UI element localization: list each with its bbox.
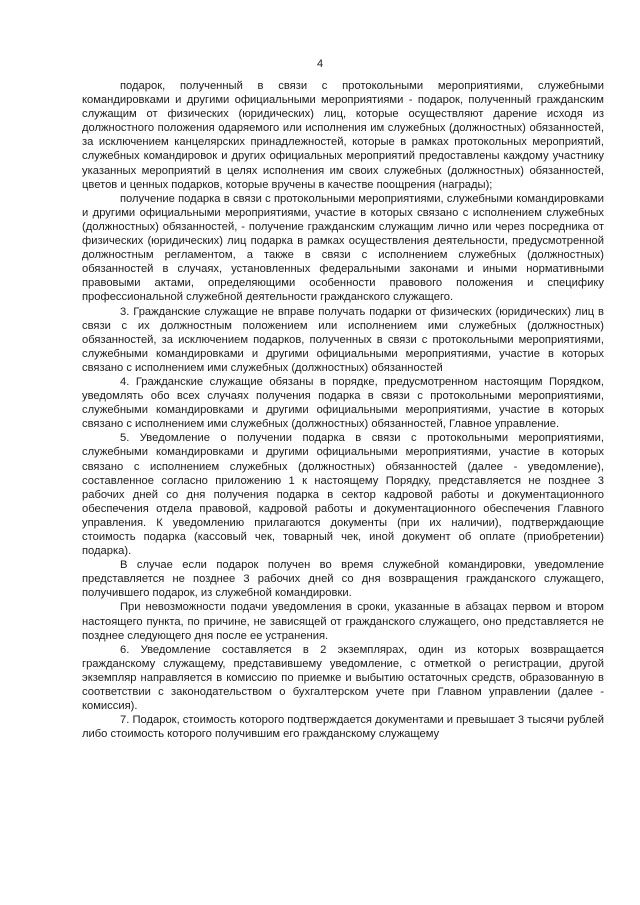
paragraph-item-5-business-trip: В случае если подарок получен во время служебной командировки, уведомление представляется не позднее 3 рабочих дней со дня возвращения гражданского служащего, получившего подарок, из служебной командировки. bbox=[82, 559, 604, 600]
paragraph-item-6: 6. Уведомление составляется в 2 экземплярах, один из которых возвращается гражданскому служащему, представившему уведомление, с отметкой о регистрации, другой экземпляр направляется в комиссию по приемке и выбытию остаточных средств, образованную в соответствии с законодательством о бухгалтерском учете при Главном управлении (далее - комиссия). bbox=[82, 643, 604, 713]
page-number: 4 bbox=[316, 58, 324, 70]
document-body bbox=[82, 79, 604, 741]
paragraph-item-3: 3. Гражданские служащие не вправе получать подарки от физических (юридических) лиц в связи с их должностным положением или исполнением ими служебных (должностных) обязанностей, за исключением подарков, полученных в связи с протокольными мероприятиями, служебными командировками и другими официальными мероприятиями, участие в которых связано с исполнением ими служебных (должностных) обязанностей bbox=[82, 305, 604, 374]
paragraph-item-4: 4. Гражданские служащие обязаны в порядке, предусмотренном настоящим Порядком, уведомлять обо всех случаях получения подарка в связи с протокольными мероприятиями, служебными командировками и другими официальными мероприятиями, участие в которых связано с исполнением ими служебных (должностных) обязанностей, Главное управление. bbox=[82, 375, 604, 431]
paragraph-item-5: 5. Уведомление о получении подарка в связи с протокольными мероприятиями, служебными командировками и другими официальными мероприятиями, участие в которых связано с исполнением служебных (должностных) обязанностей (далее - уведомление), составленное согласно приложению 1 к настоящему Порядку, представляется не позднее 3 рабочих дней со дня получения подарка в сектор кадровой работы и документационного обеспечения отдела правовой, кадровой работы и документационного обеспечения Главного управления. К уведомлению прилагаются документы (при их наличии), подтверждающие стоимость подарка (кассовый чек, товарный чек, иной документ об оплате (приобретении) подарка). bbox=[82, 432, 604, 558]
paragraph-gift-receipt-definition: получение подарка в связи с протокольными мероприятиями, служебными командировками и другими официальными мероприятиями, участие в которых связано с исполнением служебных (должностных) обязанностей, - получение гражданским служащим лично или через посредника от физических (юридических) лиц подарка в рамках осуществления деятельности, предусмотренной должностным регламентом, а также в связи с исполнением служебных (должностных) обязанностей в случаях, установленных федеральными законами и иными нормативными правовыми актами, определяющими особенности правового положения и специфику профессиональной служебной деятельности гражданского служащего. bbox=[82, 192, 604, 304]
paragraph-item-5-impossibility: При невозможности подачи уведомления в сроки, указанные в абзацах первом и втором настоящего пункта, по причине, не зависящей от гражданского служащего, оно представляется не позднее следующего дня после ее устранения. bbox=[82, 601, 604, 642]
paragraph-gift-definition: подарок, полученный в связи с протокольными мероприятиями, служебными командировками и другими официальными мероприятиями - подарок, полученный гражданским служащим от физических (юридических) лиц, которые осуществляют дарение исходя из должностного положения одаряемого или исполнения им служебных (должностных) обязанностей, за исключением канцелярских принадлежностей, которые в рамках протокольных мероприятий, служебных командировок и других официальных мероприятий предоставлены каждому участнику указанных мероприятий в целях исполнения им своих служебных (должностных) обязанностей, цветов и ценных подарков, которые вручены в качестве поощрения (награды); bbox=[82, 80, 604, 191]
paragraph-item-7: 7. Подарок, стоимость которого подтверждается документами и превышает 3 тысячи рублей либо стоимость которого получившим его гражданскому служащему bbox=[82, 714, 604, 741]
